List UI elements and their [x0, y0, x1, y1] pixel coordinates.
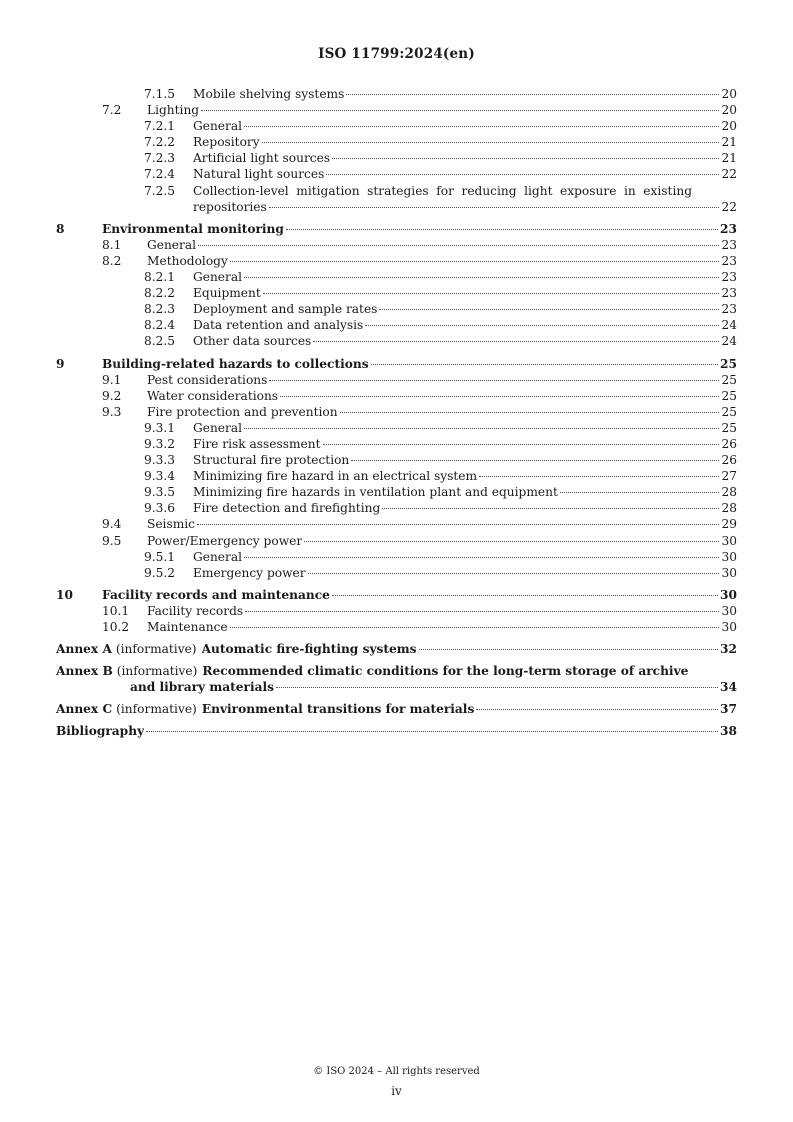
- toc-number: 7.2.4: [144, 167, 176, 182]
- toc-entry-bibliography[interactable]: [56, 723, 737, 739]
- toc-page: 23: [721, 237, 737, 252]
- toc-entry-7-1-5[interactable]: [56, 86, 737, 102]
- toc-page: 23: [721, 286, 737, 301]
- toc-title: Equipment: [193, 286, 261, 301]
- toc-page: 23: [721, 270, 737, 285]
- toc-entry-8-1[interactable]: [56, 237, 737, 253]
- toc-number: 8.2.5: [144, 334, 176, 349]
- toc-title: Minimizing fire hazard in an electrical system: [193, 469, 478, 484]
- toc-number: 9.3.5: [144, 485, 176, 500]
- toc-number: 8.2.3: [144, 302, 176, 317]
- toc-number: 7.1.5: [144, 87, 176, 101]
- toc-entry-7-2-5[interactable]: [56, 183, 737, 215]
- toc-number: 9.2: [102, 388, 122, 403]
- toc-entry-9-3-1[interactable]: [56, 420, 737, 436]
- annex-informative: (informative): [115, 642, 197, 657]
- dot-leader: [476, 709, 718, 710]
- toc-page: 23: [721, 302, 737, 317]
- dot-leader: [479, 476, 719, 477]
- dot-leader: [304, 541, 719, 542]
- dot-leader: [280, 396, 719, 397]
- toc-title: Methodology: [147, 253, 228, 268]
- dot-leader: [365, 325, 719, 326]
- dot-leader: [286, 229, 718, 230]
- page-number: iv: [391, 1084, 402, 1098]
- toc-page: 25: [721, 420, 737, 435]
- copyright-notice: © ISO 2024 – All rights reserved: [313, 1066, 480, 1077]
- toc-number: 7.2.3: [144, 151, 176, 166]
- toc-number: 9.3.4: [144, 469, 176, 484]
- toc-page: 37: [720, 702, 737, 717]
- toc-entry-9-3-3[interactable]: [56, 452, 737, 468]
- toc-title: Environmental transitions for materials: [201, 702, 475, 717]
- toc-entry-8-2[interactable]: [56, 253, 737, 269]
- dot-leader: [244, 126, 719, 127]
- toc-page: 30: [721, 565, 737, 580]
- toc-entry-8-2-4[interactable]: [56, 317, 737, 333]
- toc-title: Maintenance: [147, 620, 228, 634]
- toc-number: 8.2.1: [144, 270, 176, 285]
- document-title: ISO 11799:2024(en): [318, 46, 475, 62]
- toc-number: 8.2.4: [144, 318, 176, 333]
- toc-number: 8: [56, 221, 65, 236]
- toc-page: 30: [721, 620, 737, 634]
- annex-label: Annex A: [56, 642, 112, 657]
- toc-entry-9-4[interactable]: [56, 516, 737, 532]
- toc-title: Deployment and sample rates: [193, 302, 378, 317]
- toc-page: 25: [721, 404, 737, 419]
- toc-title: Pest considerations: [147, 372, 268, 387]
- toc-entry-8-2-2[interactable]: [56, 285, 737, 301]
- toc-title: Natural light sources: [193, 167, 325, 182]
- toc-title: Building-related hazards to collections: [102, 356, 369, 371]
- toc-title-line1: Recommended climatic conditions for the long-term storage of archive: [202, 664, 689, 679]
- toc-page: 20: [721, 87, 737, 101]
- toc-title: General: [193, 119, 242, 134]
- toc-title: Data retention and analysis: [193, 318, 364, 333]
- dot-leader: [245, 611, 719, 612]
- toc-number: 9.5: [102, 533, 122, 548]
- toc-number: 8.2.2: [144, 286, 176, 301]
- dot-leader: [230, 261, 720, 262]
- toc-number: 9.3.3: [144, 453, 176, 468]
- dot-leader: [323, 444, 720, 445]
- toc-title: Fire protection and prevention: [147, 404, 338, 419]
- toc-entry-9-3-2[interactable]: [56, 436, 737, 452]
- toc-page: 28: [721, 485, 737, 500]
- toc-entry-8-2-5[interactable]: [56, 333, 737, 349]
- toc-title: Fire detection and firefighting: [193, 501, 381, 516]
- annex-label: Annex C: [56, 702, 113, 717]
- dot-leader: [269, 207, 720, 208]
- toc-number: 8.2: [102, 253, 122, 268]
- toc-title: Repository: [193, 135, 260, 150]
- dot-leader: [244, 557, 719, 558]
- toc-page: 30: [720, 587, 737, 602]
- toc-number: 9.3.1: [144, 420, 176, 435]
- toc-number: 7.2: [102, 103, 122, 118]
- toc-number: 7.2.1: [144, 119, 176, 134]
- toc-number: 9.5.2: [144, 565, 176, 580]
- toc-entry-7-2-2[interactable]: [56, 134, 737, 150]
- toc-entry-annex-b[interactable]: [56, 663, 737, 695]
- dot-leader: [371, 364, 718, 365]
- toc-title: Facility records: [147, 603, 244, 618]
- toc-title-line1: Collection-level mitigation strategies for reducing light exposure in existing: [193, 183, 692, 198]
- toc-entry-8-2-1[interactable]: [56, 269, 737, 285]
- toc-page: 20: [721, 103, 737, 118]
- toc-page: 30: [721, 603, 737, 618]
- dot-leader: [308, 573, 720, 574]
- toc-title: General: [147, 237, 196, 252]
- toc-page: 30: [721, 533, 737, 548]
- dot-leader: [351, 460, 719, 461]
- toc-entry-7-2[interactable]: [56, 102, 737, 118]
- toc-number: 10: [56, 587, 73, 602]
- toc-page: 23: [720, 221, 737, 236]
- annex-informative: (informative): [116, 702, 197, 717]
- dot-leader: [244, 277, 719, 278]
- toc-title: General: [193, 549, 242, 564]
- toc-entry-7-2-4[interactable]: [56, 166, 737, 182]
- toc-page: 27: [721, 469, 737, 484]
- toc-number: 9.3: [102, 404, 122, 419]
- toc-title: Artificial light sources: [193, 151, 331, 166]
- dot-leader: [276, 687, 718, 688]
- dot-leader: [332, 158, 719, 159]
- toc-entry-8[interactable]: [56, 221, 737, 237]
- dot-leader: [332, 595, 718, 596]
- table-of-contents: [56, 86, 737, 740]
- toc-number: 9.4: [102, 517, 122, 532]
- toc-entry-9-5[interactable]: [56, 533, 737, 549]
- toc-entry-9-2[interactable]: [56, 388, 737, 404]
- toc-entry-10-1[interactable]: [56, 603, 737, 619]
- toc-page: 20: [721, 119, 737, 134]
- toc-page: 21: [721, 151, 737, 166]
- toc-page: 29: [721, 517, 737, 532]
- dot-leader: [560, 492, 720, 493]
- toc-title: Power/Emergency power: [147, 533, 303, 548]
- toc-entry-9-3-6[interactable]: [56, 500, 737, 516]
- toc-page: 32: [720, 642, 737, 657]
- toc-entry-9-3-4[interactable]: [56, 468, 737, 484]
- dot-leader: [379, 309, 719, 310]
- toc-entry-9[interactable]: [56, 356, 737, 372]
- toc-entry-9-3-5[interactable]: [56, 484, 737, 500]
- toc-title: Minimizing fire hazards in ventilation plant and equipment: [193, 485, 558, 500]
- toc-entry-7-2-1[interactable]: [56, 118, 737, 134]
- dot-leader: [382, 508, 719, 509]
- toc-title: Automatic fire-fighting systems: [201, 642, 417, 657]
- toc-page: 25: [721, 372, 737, 387]
- toc-page: 38: [720, 724, 737, 739]
- toc-entry-annex-c[interactable]: [56, 701, 737, 717]
- annex-informative: (informative): [116, 664, 198, 679]
- toc-page: 24: [721, 318, 737, 333]
- toc-page: 34: [720, 680, 737, 695]
- toc-page: 22: [721, 167, 737, 182]
- toc-entry-9-5-1[interactable]: [56, 549, 737, 565]
- toc-number: 10.2: [102, 620, 130, 634]
- toc-entry-8-2-3[interactable]: [56, 301, 737, 317]
- toc-number: 7.2.2: [144, 135, 176, 150]
- toc-entry-9-3[interactable]: [56, 404, 737, 420]
- toc-number: 9.3.2: [144, 436, 176, 451]
- toc-page: 25: [721, 388, 737, 403]
- dot-leader: [263, 293, 720, 294]
- toc-title: Emergency power: [193, 565, 306, 580]
- toc-title: Bibliography: [56, 724, 145, 739]
- toc-number: 9: [56, 356, 65, 371]
- dot-leader: [340, 412, 720, 413]
- dot-leader: [146, 731, 718, 732]
- toc-title: Other data sources: [193, 334, 312, 349]
- toc-title: Facility records and maintenance: [102, 587, 330, 602]
- toc-title: Lighting: [147, 103, 200, 118]
- toc-page: 23: [721, 253, 737, 268]
- toc-entry-9-5-2[interactable]: [56, 565, 737, 581]
- dot-leader: [269, 380, 719, 381]
- toc-entry-7-2-3[interactable]: [56, 150, 737, 166]
- toc-page: 28: [721, 501, 737, 516]
- toc-entry-9-1[interactable]: [56, 372, 737, 388]
- toc-title: Water considerations: [147, 388, 279, 403]
- toc-number: 9.1: [102, 372, 122, 387]
- toc-page: 21: [721, 135, 737, 150]
- dot-leader: [346, 94, 719, 95]
- toc-entry-10[interactable]: [56, 587, 737, 603]
- toc-title: Mobile shelving systems: [193, 87, 345, 101]
- toc-entry-10-2[interactable]: [56, 619, 737, 635]
- toc-title: Seismic: [147, 517, 195, 532]
- toc-title-line2: repositories: [193, 199, 267, 214]
- dot-leader: [201, 110, 719, 111]
- dot-leader: [230, 627, 720, 628]
- toc-number: 9.3.6: [144, 501, 176, 516]
- toc-page: 22: [721, 199, 737, 214]
- dot-leader: [198, 245, 719, 246]
- toc-title: General: [193, 270, 242, 285]
- toc-page: 26: [721, 436, 737, 451]
- toc-entry-annex-a[interactable]: [56, 641, 737, 657]
- toc-title-line2: and library materials: [130, 680, 274, 695]
- dot-leader: [197, 524, 719, 525]
- toc-number: 7.2.5: [144, 183, 176, 198]
- toc-number: 10.1: [102, 603, 130, 618]
- dot-leader: [244, 428, 719, 429]
- toc-title: Structural fire protection: [193, 453, 350, 468]
- toc-page: 24: [721, 334, 737, 349]
- toc-title: General: [193, 420, 242, 435]
- dot-leader: [262, 142, 720, 143]
- toc-page: 30: [721, 549, 737, 564]
- annex-label: Annex B: [56, 664, 113, 679]
- toc-title: Environmental monitoring: [102, 221, 284, 236]
- dot-leader: [313, 341, 719, 342]
- toc-number: 8.1: [102, 237, 122, 252]
- toc-title: Fire risk assessment: [193, 436, 321, 451]
- dot-leader: [419, 649, 719, 650]
- toc-number: 9.5.1: [144, 549, 176, 564]
- dot-leader: [326, 174, 719, 175]
- toc-page: 26: [721, 453, 737, 468]
- toc-page: 25: [720, 356, 737, 371]
